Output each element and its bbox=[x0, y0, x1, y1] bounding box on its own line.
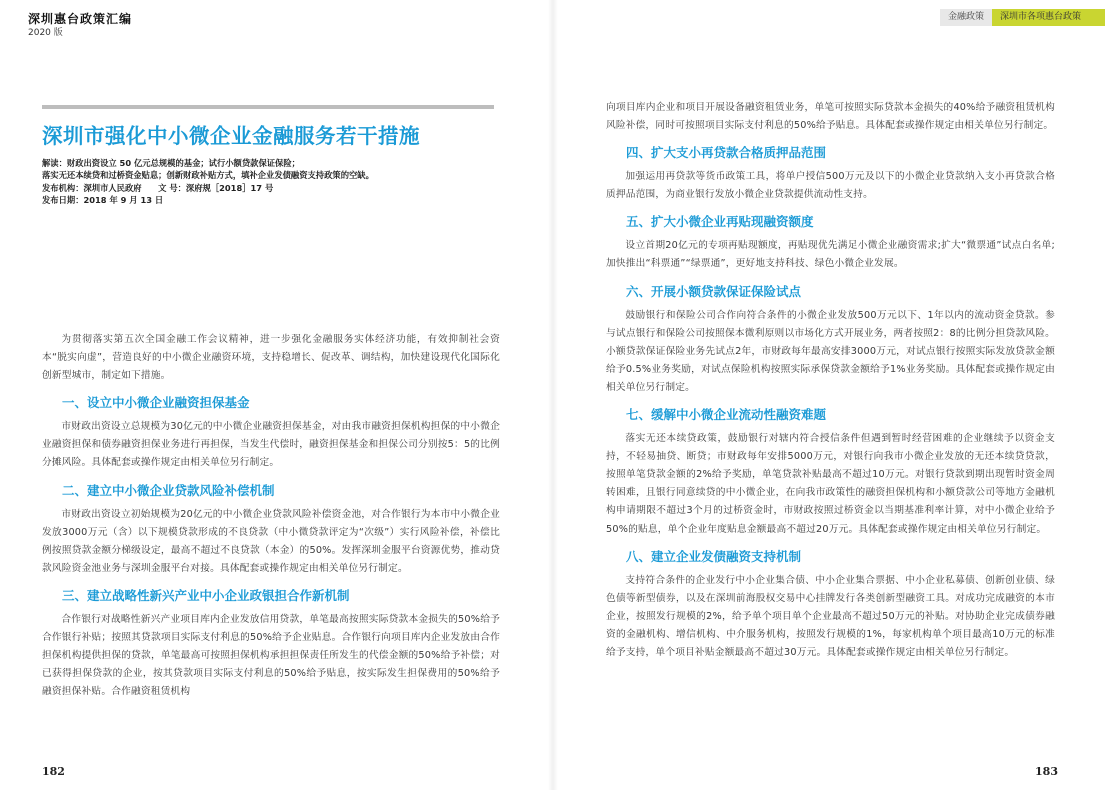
section-3-heading: 三、建立战略性新兴产业中小企业政银担合作新机制 bbox=[62, 587, 350, 603]
book-edition-year: 2020 版 bbox=[28, 28, 63, 38]
summary-line-2: 落实无还本续贷和过桥资金贴息；创新财政补贴方式，填补企业发债融资支持政策的空缺。 bbox=[42, 170, 374, 181]
section-tag: 深圳市各项惠台政策 bbox=[992, 9, 1105, 26]
document-title: 深圳市强化中小微企业金融服务若干措施 bbox=[42, 124, 420, 148]
section-3-body: 合作银行对战略性新兴产业项目库内企业发放信用贷款，单笔最高按照实际贷款本金损失的50%给予合作银行补贴；按照其贷款项目实际支付利息的50%给予企业贴息。合作银行向项目库内企业发放由合作担保机构提供担保的贷款，单笔最高可按照担保机构承担担保责任所发生的代偿金额的50%给予补偿；对已获得担保贷款的企业，按其贷款项目实际支付利息的50%给予贴息，按实际发生担保费用的50%给予融资担保补贴。合作融资租赁机构 bbox=[42, 613, 500, 698]
section-6-heading: 六、开展小额贷款保证保险试点 bbox=[626, 283, 802, 299]
intro-paragraph: 为贯彻落实第五次全国金融工作会议精神，进一步强化金融服务实体经济功能，有效抑制社会资本“脱实向虚”，营造良好的中小微企业融资环境，支持稳增长、促改革、调结构，加快建设现代化国际化创新型城市，制定如下措施。 bbox=[42, 334, 500, 382]
section-5-body: 设立首期20亿元的专项再贴现额度，再贴现优先满足小微企业融资需求;扩大“微票通”试点白名单;加快推出“科票通”“绿票通”，更好地支持科技、绿色小微企业发展。 bbox=[606, 240, 1055, 270]
section-3-continued: 向项目库内企业和项目开展设备融资租赁业务，单笔可按照实际贷款本金损失的40%给予融资租赁机构风险补偿，同时可按照项目实际支付利息的50%给予贴息。具体配套或操作规定由相关单位另行制定。 bbox=[606, 102, 1055, 132]
section-4-heading: 四、扩大支小再贷款合格质押品范围 bbox=[626, 145, 827, 161]
section-7-body: 落实无还本续贷政策，鼓励银行对辖内符合授信条件但遇到暂时经营困难的企业继续予以资金支持，不轻易抽贷、断贷；市财政每年安排5000万元，对银行向我市小微企业发放的无还本续贷贷款，按照单笔贷款金额的2%给予奖励，单笔贷款补贴最高不超过10万元。对银行贷款到期出现暂时资金周转困难，且银行同意续贷的中小微企业，在向我市政策性的融资担保机构和小额贷款公司等地方金融机构申请期限不超过3个月的过桥资金时，市财政按照过桥资金以当期基准利率计算，对中小微企业给予50%的贴息，单个企业年度贴息金额最高不超过20万元。具体配套或操作规定由相关单位另行制定。 bbox=[606, 433, 1055, 535]
summary-line-1: 解读：财政出资设立 50 亿元总规模的基金；试行小额贷款保证保险； bbox=[42, 158, 300, 168]
section-8-body: 支持符合条件的企业发行中小企业集合债、中小企业集合票据、中小企业私募债、创新创业债、绿色债等新型债券，以及在深圳前海股权交易中心挂牌发行各类创新型融资工具。对成功完成融资的本市企业，按照发行规模的2%，给予单个项目单个企业最高不超过50万元的补贴。对协助企业完成债券融资的金融机构、增信机构、中介服务机构，按照发行规模的1%，每家机构单个项目最高10万元的标准给予支持，单个项目补贴金额最高不超过30万元。具体配套或操作规定由相关单位另行制定。 bbox=[606, 574, 1055, 658]
section-1-heading: 一、设立中小微企业融资担保基金 bbox=[62, 395, 250, 411]
section-5-heading: 五、扩大小微企业再贴现融资额度 bbox=[626, 214, 814, 230]
section-7-heading: 七、缓解中小微企业流动性融资难题 bbox=[626, 407, 827, 423]
date-line: 发布日期：2018 年 9 月 13 日 bbox=[42, 194, 164, 205]
category-tag: 金融政策 bbox=[940, 9, 992, 26]
left-page bbox=[0, 0, 552, 790]
book-title: 深圳惠台政策汇编 bbox=[28, 12, 133, 26]
left-column bbox=[42, 331, 500, 701]
right-page-number: 183 bbox=[1035, 765, 1058, 778]
section-2-heading: 二、建立中小微企业贷款风险补偿机制 bbox=[62, 482, 275, 498]
issuer-line: 发布机构：深圳市人民政府 文 号：深府规［2018］17 号 bbox=[42, 182, 274, 193]
section-8-heading: 八、建立企业发债融资支持机制 bbox=[626, 548, 802, 564]
document-meta bbox=[42, 157, 502, 206]
title-rule bbox=[42, 105, 494, 109]
left-page-number: 182 bbox=[42, 765, 65, 778]
section-1-body: 市财政出资设立总规模为30亿元的中小微企业融资担保基金，对由我市融资担保机构担保的中小微企业融资担保和债券融资担保业务进行再担保，当发生代偿时，融资担保基金和担保公司分别按5：5的比例分摊风险。具体配套或操作规定由相关单位另行制定。 bbox=[42, 421, 500, 469]
right-column bbox=[606, 99, 1055, 662]
section-4-body: 加强运用再贷款等货币政策工具，将单户授信500万元及以下的小微企业贷款纳入支小再贷款合格质押品范围，为商业银行发放小微企业贷款提供流动性支持。 bbox=[606, 171, 1055, 201]
header-tags bbox=[940, 9, 1105, 26]
section-6-body: 鼓励银行和保险公司合作向符合条件的小微企业发放500万元以下、1年以内的流动资金贷款。参与试点银行和保险公司按照保本微利原则以市场化方式开展业务，两者按照2：8的比例分担贷款风险。小额贷款保证保险业务先试点2年，市财政每年最高安排3000万元，对试点银行按照实际发放贷款金额给予0.5%业务奖励，对试点保险机构按照实际承保贷款金额给予1%业务奖励。具体配套或操作规定由相关单位另行制定。 bbox=[606, 309, 1055, 393]
section-2-body: 市财政出资设立初始规模为20亿元的中小微企业贷款风险补偿资金池，对合作银行为本市中小微企业发放3000万元（含）以下规模贷款形成的不良贷款（中小微贷款评定为“次级”）实行风险补偿，补偿比例按照贷款金额分梯级设定，最高不超过不良贷款（本金）的50%。发挥深圳金服平台资源优势，推动贷款风险资金池业务与深圳金服平台对接。具体配套或操作规定由相关单位另行制定。 bbox=[42, 508, 500, 574]
right-page bbox=[553, 0, 1105, 790]
